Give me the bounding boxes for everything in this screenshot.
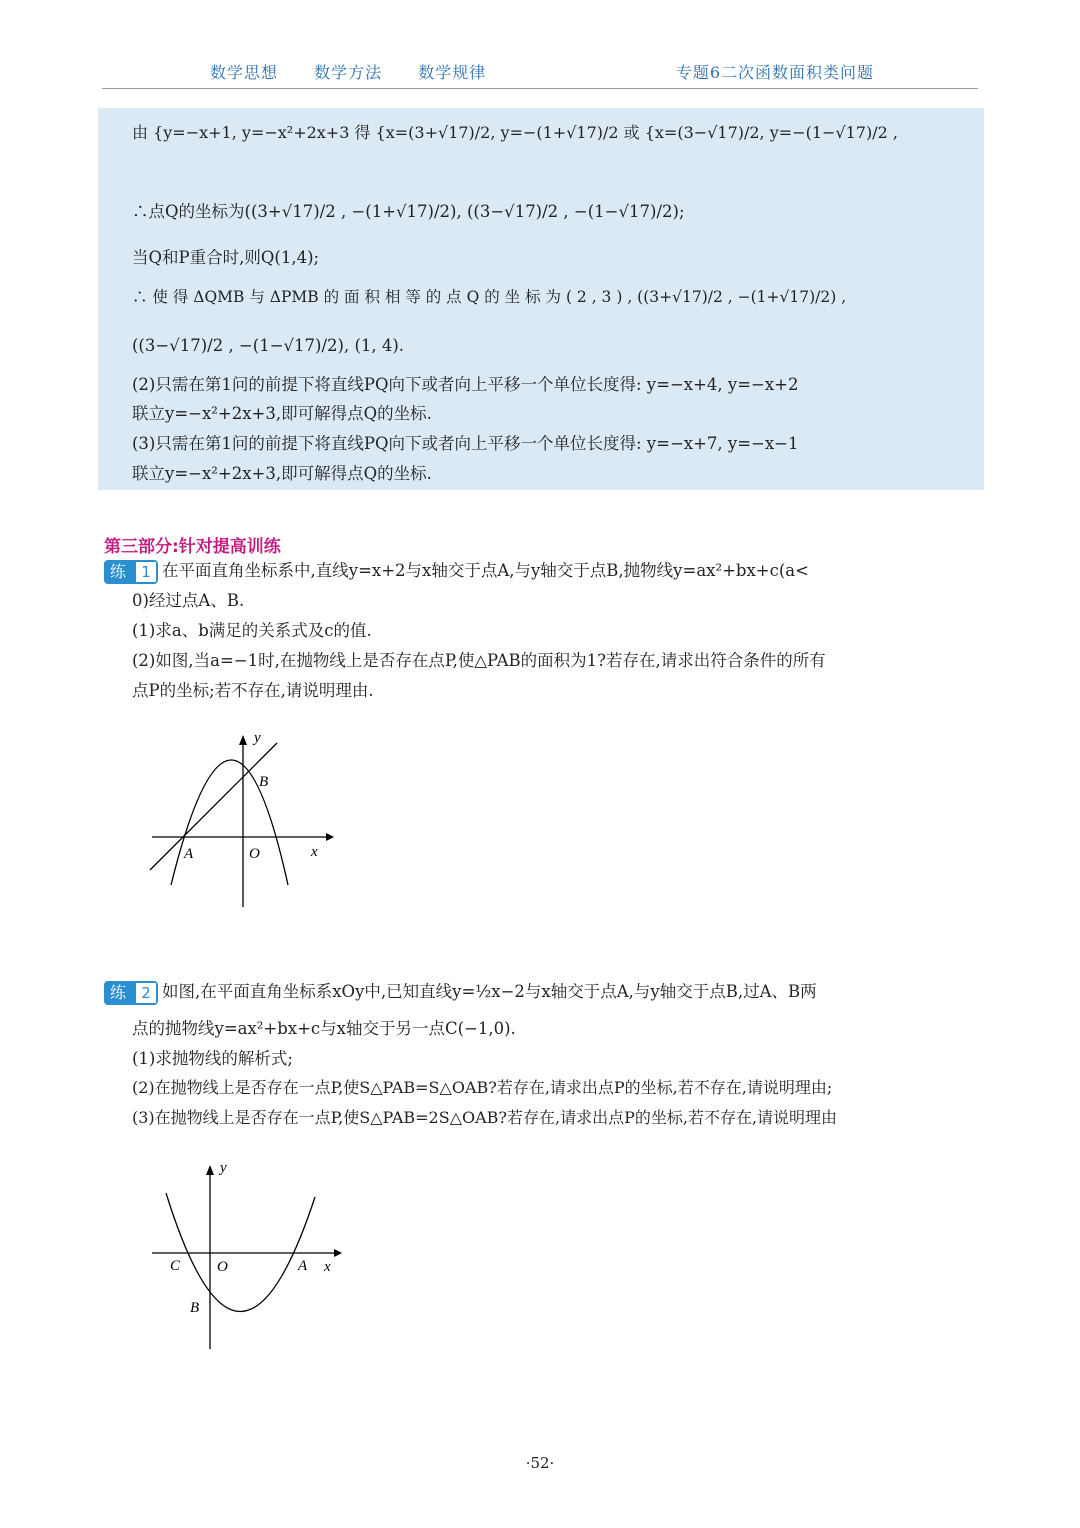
figure-1-parabola <box>171 760 288 885</box>
exercise-2-line-3: (1)求抛物线的解析式; <box>132 1049 293 1068</box>
header-item-1: 数学思想 <box>210 63 279 82</box>
exercise-2-tag <box>104 981 158 1005</box>
exercise-2-number: 2 <box>136 983 156 1003</box>
solution-line-5: ((3−√17)/2 , −(1−√17)/2), (1, 4). <box>132 336 405 355</box>
figure-2-parabola <box>166 1193 315 1312</box>
exercise-2-tag-label: 练 <box>110 983 127 1002</box>
exercise-1-line-5: 点P的坐标;若不存在,请说明理由. <box>132 681 374 700</box>
solution-line-3: 当Q和P重合时,则Q(1,4); <box>132 248 320 267</box>
figure-1-label-y: y <box>254 730 261 746</box>
figure-2-label-A: A <box>298 1258 308 1274</box>
figure-1-label-O: O <box>249 846 260 862</box>
solution-line-1: 由 {y=−x+1, y=−x²+2x+3 得 {x=(3+√17)/2, y=−(1+√17)/2 或 {x=(3−√17)/2, y=−(1−√17)/2 , <box>132 123 898 142</box>
exercise-2-line-4: (2)在抛物线上是否存在一点P,使S△PAB=S△OAB?若存在,请求出点P的坐标,若不存在,请说明理由; <box>132 1078 833 1097</box>
header-title: 专题6二次函数面积类问题 <box>675 63 874 82</box>
exercise-1-tag <box>104 560 158 584</box>
figure-2-x-arrow <box>334 1249 342 1257</box>
header-left <box>210 60 516 83</box>
exercise-2-figure <box>140 1155 350 1355</box>
solution-line-4: ∴ 使 得 ΔQMB 与 ΔPMB 的 面 积 相 等 的 点 Q 的 坐 标 为 ( 2 , 3 ) , ((3+√17)/2 , −(1+√17)/2) , <box>132 288 847 306</box>
exercise-2-line-5: (3)在抛物线上是否存在一点P,使S△PAB=2S△OAB?若存在,请求出点P的坐标,若不存在,请说明理由 <box>132 1108 838 1127</box>
figure-1-label-A: A <box>184 846 194 862</box>
exercise-1-line-2: 0)经过点A、B. <box>132 591 245 610</box>
figure-2-label-y: y <box>220 1160 227 1176</box>
exercise-2-line-2: 点的抛物线y=ax²+bx+c与x轴交于另一点C(−1,0). <box>132 1019 516 1038</box>
figure-2-label-x: x <box>324 1259 331 1275</box>
solution-line-2: ∴点Q的坐标为((3+√17)/2 , −(1+√17)/2), ((3−√17)/2 , −(1−√17)/2); <box>132 202 685 221</box>
figure-1-label-B: B <box>259 774 269 790</box>
exercise-1-number: 1 <box>136 562 156 582</box>
solution-line-7: 联立y=−x²+2x+3,即可解得点Q的坐标. <box>132 404 432 423</box>
exercise-1-line-1: 在平面直角坐标系中,直线y=x+2与x轴交于点A,与y轴交于点B,抛物线y=ax²+bx+c(a< <box>162 561 809 580</box>
figure-1-label-x: x <box>311 844 318 860</box>
solution-line-8: (3)只需在第1问的前提下将直线PQ向下或者向上平移一个单位长度得: y=−x+7, y=−x−1 <box>132 434 799 453</box>
exercise-1-figure <box>140 725 340 915</box>
header-item-3: 数学规律 <box>418 63 487 82</box>
figure-2-y-arrow <box>206 1165 214 1175</box>
exercise-1-line-4: (2)如图,当a=−1时,在抛物线上是否存在点P,使△PAB的面积为1?若存在,请求出符合条件的所有 <box>132 651 826 670</box>
page-header <box>102 58 978 89</box>
figure-2-label-O: O <box>217 1259 228 1275</box>
page-number: ·52· <box>525 1454 555 1472</box>
figure-1-axes <box>152 735 334 907</box>
exercise-1-tag-label: 练 <box>110 562 127 581</box>
exercise-2-line-1: 如图,在平面直角坐标系xOy中,已知直线y=½x−2与x轴交于点A,与y轴交于点B,过A、B两 <box>162 982 817 1001</box>
solution-line-9: 联立y=−x²+2x+3,即可解得点Q的坐标. <box>132 464 432 483</box>
exercise-1-line-3: (1)求a、b满足的关系式及c的值. <box>132 621 372 640</box>
figure-2-axes <box>152 1165 342 1349</box>
solution-line-6: (2)只需在第1问的前提下将直线PQ向下或者向上平移一个单位长度得: y=−x+4, y=−x+2 <box>132 375 799 394</box>
figure-2-label-C: C <box>170 1258 181 1274</box>
header-item-2: 数学方法 <box>314 63 383 82</box>
figure-2-label-B: B <box>190 1300 200 1316</box>
section-title: 第三部分:针对提高训练 <box>104 537 281 557</box>
figure-1-y-arrow <box>239 735 247 745</box>
figure-1-x-arrow <box>326 833 334 841</box>
